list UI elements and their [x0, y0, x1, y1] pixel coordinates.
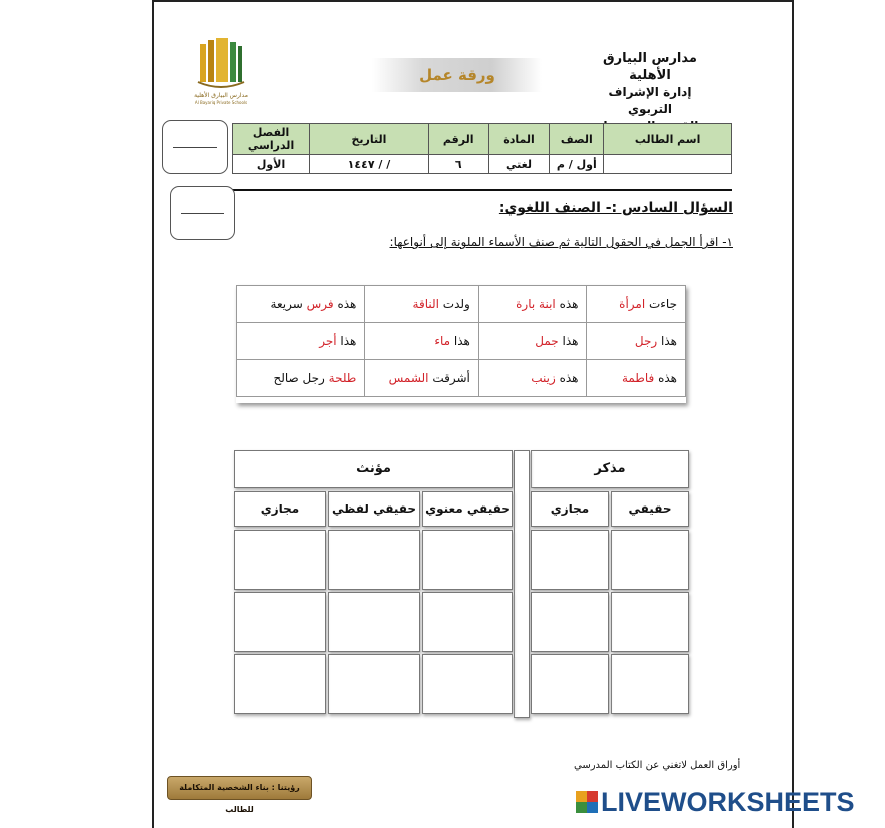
sentence-cell [587, 286, 686, 323]
school-name: مدارس البيارق الأهلية [603, 51, 697, 83]
sentence-cell [478, 286, 587, 323]
brand-text: LIVEWORKSHEETS [601, 786, 855, 817]
header-date: التاريخ [310, 124, 429, 155]
subject-value: لغتي [488, 155, 550, 174]
highlighted-noun: رجل [634, 334, 658, 348]
sentence-text: رجل صالح [273, 371, 329, 385]
feminine-header: مؤنث [234, 450, 513, 488]
sentence-cell [365, 360, 479, 397]
score-line [173, 147, 217, 148]
sentence-text: هذا [450, 334, 470, 348]
highlighted-noun: فاطمة [621, 371, 655, 385]
sentence-row [237, 286, 686, 323]
sentence-text: هذه [555, 297, 579, 311]
number-value: ٦ [428, 155, 488, 174]
sentences-box [236, 285, 686, 403]
score-box-1[interactable] [162, 120, 228, 174]
sentence-cell [478, 323, 587, 360]
answer-cell[interactable] [422, 530, 513, 590]
worksheet-title-banner [372, 58, 542, 92]
grade-value: أول / م [550, 155, 604, 174]
header-grade: الصف [550, 124, 604, 155]
sentences-table [236, 285, 686, 397]
sentence-row [237, 323, 686, 360]
sentence-text: هذه [555, 371, 579, 385]
sentence-cell [237, 323, 365, 360]
answer-cell[interactable] [234, 592, 326, 652]
liveworksheets-icon [576, 791, 598, 813]
highlighted-noun: الشمس [388, 371, 429, 385]
info-header-row [233, 124, 732, 155]
student-info-table [232, 123, 732, 174]
question-title: السؤال السادس :- الصنف اللغوي: [498, 200, 733, 216]
score-box-2[interactable] [170, 186, 235, 240]
instruction-text: ١- اقرأ الجمل في الحقول التالية ثم صنف الأسماء الملونة إلى أنواعها: [389, 235, 733, 249]
sentence-text: أشرقت [428, 371, 470, 385]
masc-col-real: حقيقي [611, 491, 689, 527]
highlighted-noun: جمل [535, 334, 559, 348]
highlighted-noun: زينب [531, 371, 556, 385]
header-subject: المادة [488, 124, 550, 155]
sentence-cell [365, 323, 479, 360]
sentence-text: ولدت [438, 297, 470, 311]
highlighted-noun: الناقة [412, 297, 439, 311]
sentence-text: هذه [654, 371, 677, 385]
highlighted-noun: ابنة بارة [516, 297, 556, 311]
highlighted-noun: فرس [306, 297, 334, 311]
fem-col-figurative: مجازي [234, 491, 326, 527]
footer-note: أوراق العمل لاتغني عن الكتاب المدرسي [574, 760, 741, 771]
student-name-field[interactable] [604, 155, 732, 174]
answer-cell[interactable] [234, 530, 326, 590]
answer-cell[interactable] [234, 654, 326, 714]
sentence-cell [237, 286, 365, 323]
masc-col-figurative: مجازي [531, 491, 609, 527]
answer-cell[interactable] [422, 592, 513, 652]
sentence-cell [478, 360, 587, 397]
info-value-row [233, 155, 732, 174]
sentence-cell [237, 360, 365, 397]
answer-cell[interactable] [531, 654, 609, 714]
answer-cell[interactable] [328, 654, 420, 714]
sentence-text: هذا [558, 334, 579, 348]
liveworksheets-brand [576, 788, 855, 816]
logo-name-ar: مدارس البيارق الأهلية [194, 92, 248, 99]
sentence-cell [587, 323, 686, 360]
score-line [181, 213, 224, 214]
highlighted-noun: امرأة [619, 297, 646, 311]
date-value: / / ١٤٤٧ [310, 155, 429, 174]
vision-badge: رؤيتنا : بناء الشخصية المتكاملة للطالب [167, 776, 312, 800]
answer-cell[interactable] [328, 530, 420, 590]
answer-cell[interactable] [611, 654, 689, 714]
answer-cell[interactable] [611, 530, 689, 590]
sentence-row [237, 360, 686, 397]
header-student-name: اسم الطالب [604, 124, 732, 155]
header-semester: الفصل الدراسي [233, 124, 310, 155]
sentence-cell [587, 360, 686, 397]
answer-cell[interactable] [531, 530, 609, 590]
semester-value: الأول [233, 155, 310, 174]
sentence-text: هذه [333, 297, 357, 311]
answer-cell[interactable] [611, 592, 689, 652]
sentence-text: جاءت [645, 297, 677, 311]
fem-col-real-semantic: حقيقي معنوي [422, 491, 513, 527]
header-number: الرقم [428, 124, 488, 155]
sentence-text: هذا [657, 334, 677, 348]
column-divider [514, 450, 530, 718]
section-divider [232, 189, 732, 191]
sentence-text: سريعة [270, 297, 307, 311]
logo-name-en: Al Bayariq Private Schools [194, 100, 248, 105]
answer-cell[interactable] [422, 654, 513, 714]
highlighted-noun: طلحة [328, 371, 357, 385]
answer-cell[interactable] [531, 592, 609, 652]
answer-cell[interactable] [328, 592, 420, 652]
school-department: إدارة الإشراف التربوي [608, 85, 692, 116]
sentence-text: هذا [336, 334, 357, 348]
highlighted-noun: أجر [319, 334, 337, 348]
highlighted-noun: ماء [434, 334, 451, 348]
worksheet-title: ورقة عمل [419, 66, 495, 84]
masculine-header: مذكر [531, 450, 689, 488]
fem-col-real-verbal: حقيقي لفظي [328, 491, 420, 527]
sentence-cell [365, 286, 479, 323]
